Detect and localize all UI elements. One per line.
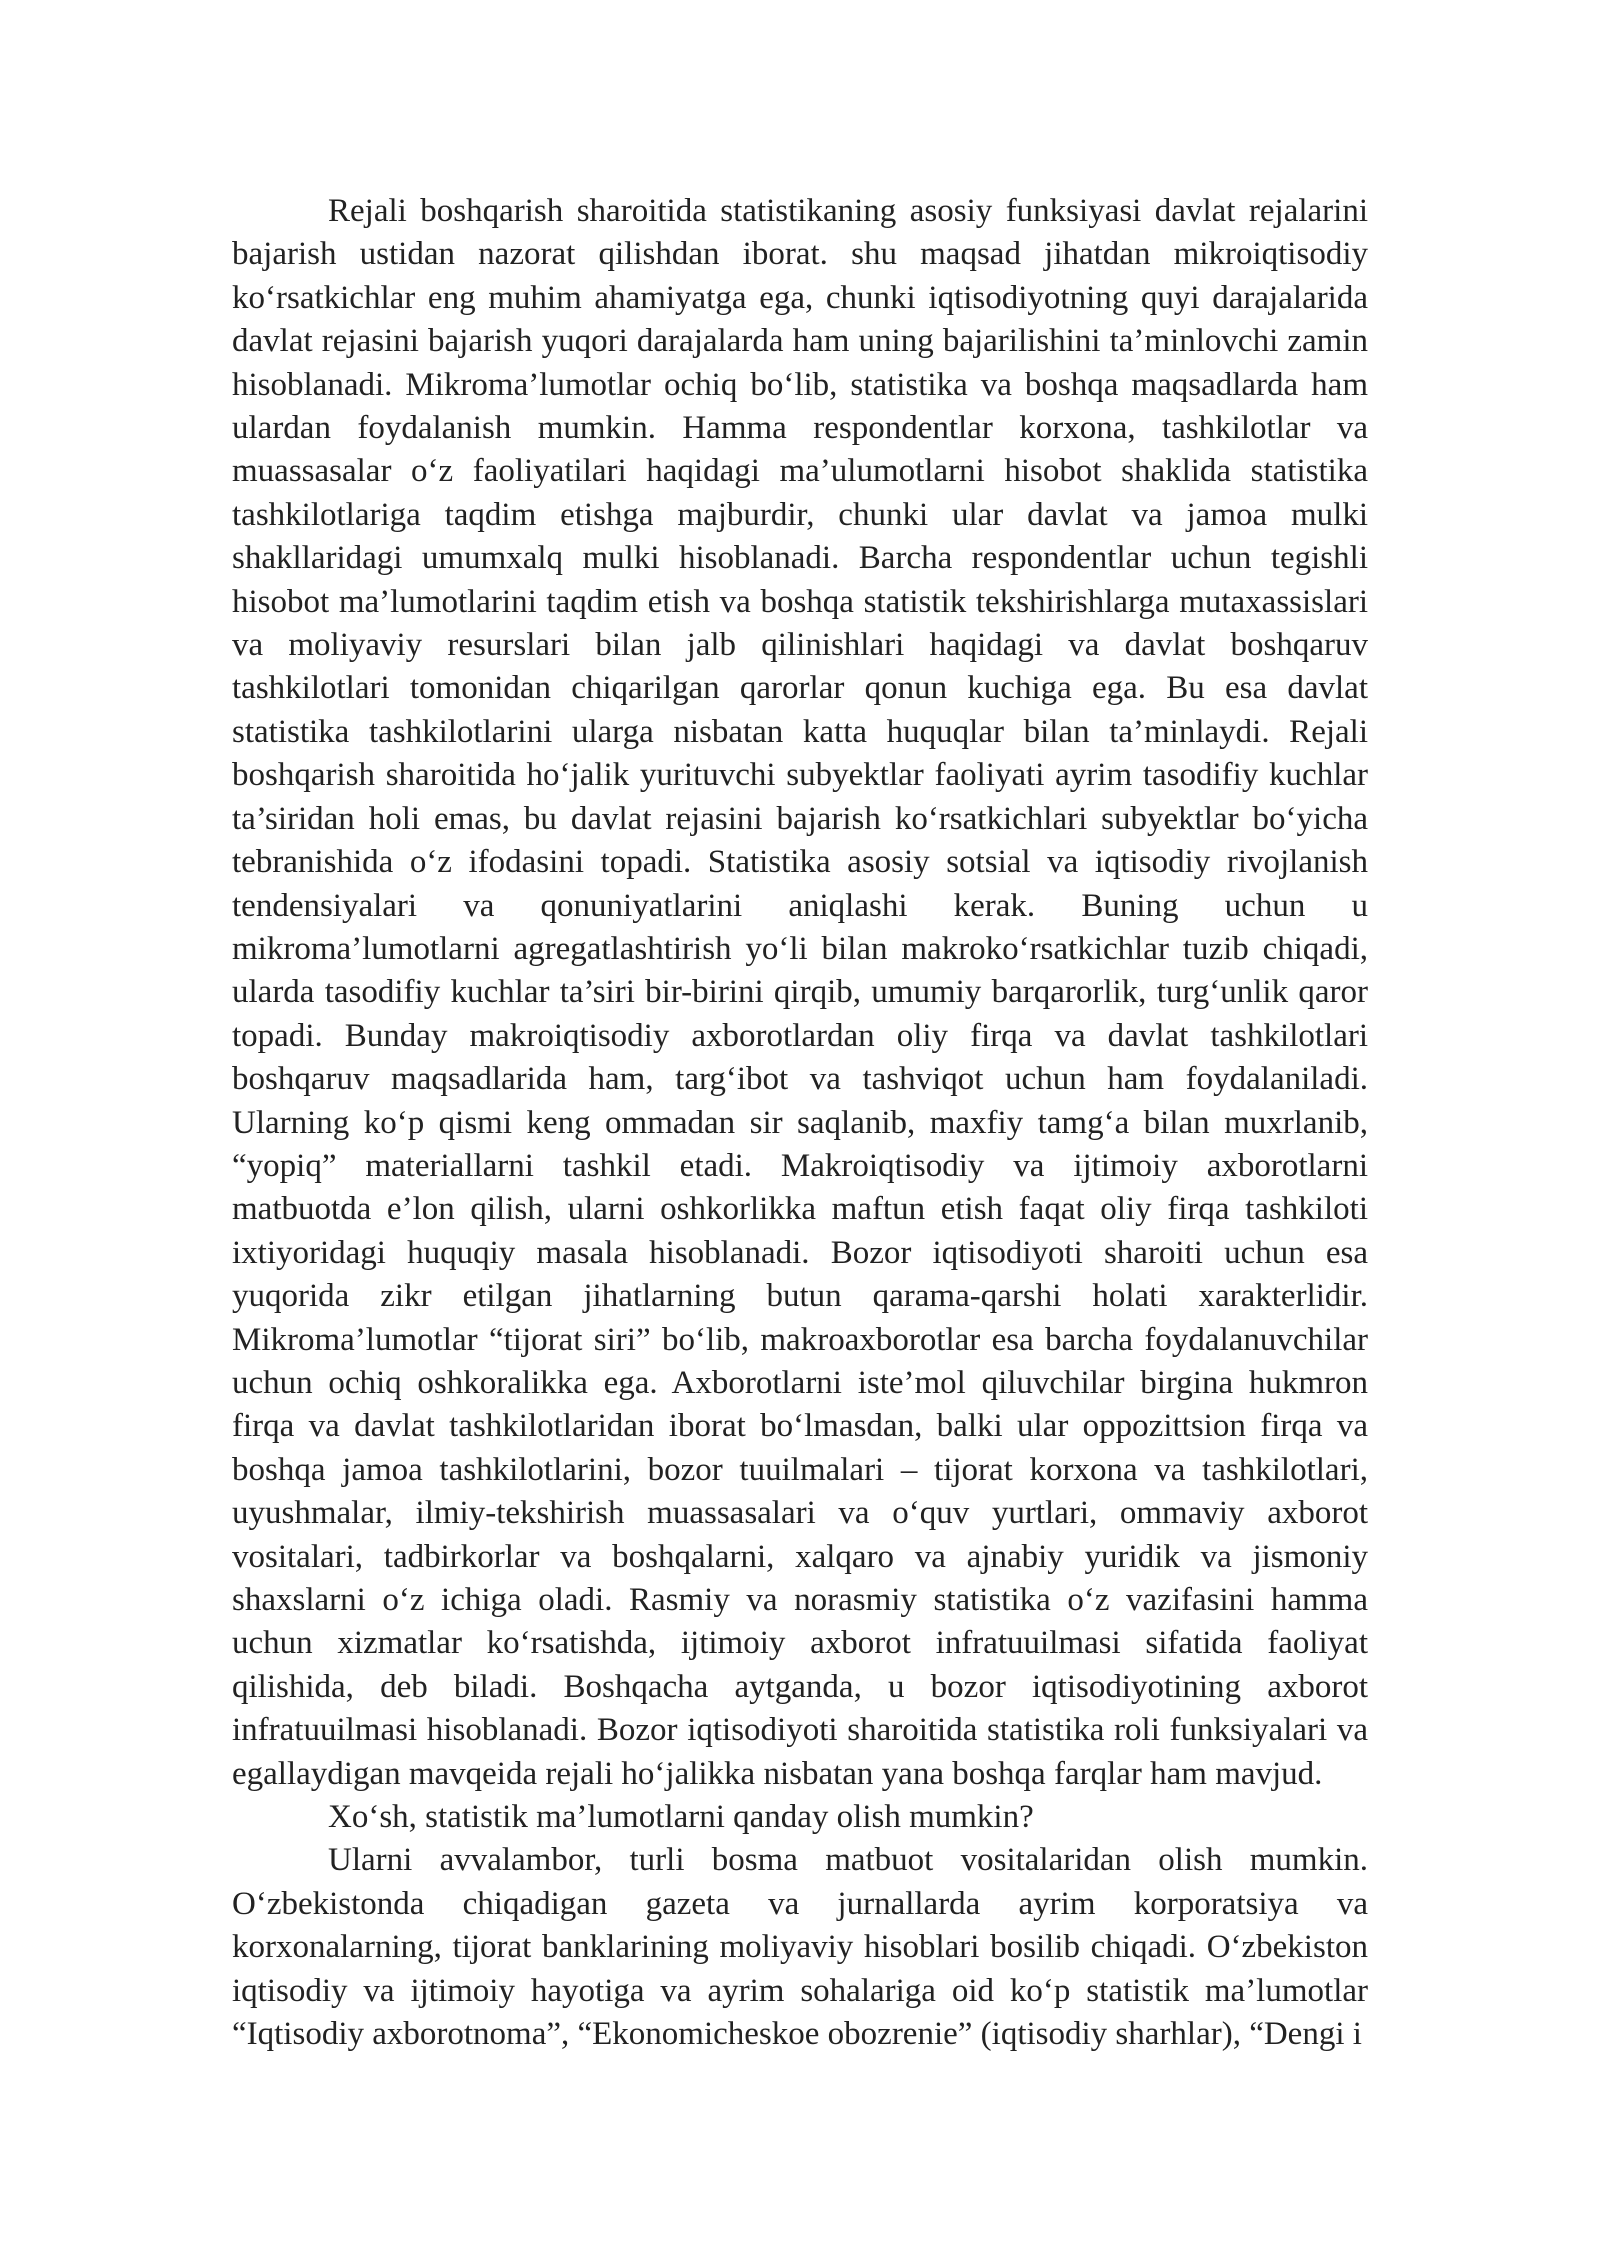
paragraph-question: Xo‘sh, statistik ma’lumotlarni qanday olish mumkin? [328,1799,1034,1836]
paragraph-planned-economy-statistics: Rejali boshqarish sharoitida statistikaning asosiy funksiyasi davlat rejalarini bajarish ustidan nazorat qilishdan iborat. shu maqsad jihatdan mikroiqtisodiy ko‘rsatkichlar eng muhim ahamiyatga ega, chunki iqtisodiyotning quyi darajalarida davlat rejasini bajarish yuqori darajalarda ham uning bajarilishini ta’minlovchi zamin hisoblanadi. Mikroma’lumotlar ochiq bo‘lib, statistika va boshqa maqsadlarda ham ulardan foydalanish mumkin. Hamma respondentlar korxona, tashkilotlar va muassasalar o‘z faoliyatilari haqidagi ma’ulumotlarni hisobot shaklida statistika tashkilotlariga taqdim etishga majburdir, chunki ular davlat va jamoa mulki shakllaridagi umumxalq mulki hisoblanadi. Barcha respondentlar uchun tegishli hisobot ma’lumotlarini taqdim etish va boshqa statistik tekshirishlarga mutaxassislari va moliyaviy resurslari bilan jalb qilinishlari haqidagi va davlat boshqaruv tashkilotlari tomonidan chiqarilgan qarorlar qonun kuchiga ega. Bu esa davlat statistika tashkilotlarini ularga nisbatan katta huquqlar bilan ta’minlaydi. Rejali boshqarish sharoitida ho‘jalik yurituvchi subyektlar faoliyati ayrim tasodifiy kuchlar ta’siridan holi emas, bu davlat rejasini bajarish ko‘rsatkichlari subyektlar bo‘yicha tebranishida o‘z ifodasini topadi. Statistika asosiy sotsial va iqtisodiy rivojlanish tendensiyalari va qonuniyatlarini aniqlashi kerak. Buning uchun u mikroma’lumotlarni agregatlashtirish yo‘li bilan makroko‘rsatkichlar tuzib chiqadi, ularda tasodifiy kuchlar ta’siri bir-birini qirqib, umumiy barqarorlik, turg‘unlik qaror topadi. Bunday makroiqtisodiy axborotlardan oliy firqa va davlat tashkilotlari boshqaruv maqsadlarida ham, targ‘ibot va tashviqot uchun ham foydalaniladi. Ularning ko‘p qismi keng ommadan sir saqlanib, maxfiy tamg‘a bilan muxrlanib, “yopiq” materiallarni tashkil etadi. Makroiqtisodiy va ijtimoiy axborotlarni matbuotda e’lon qilish, ularni oshkorlikka maftun etish faqat oliy firqa tashkiloti ixtiyoridagi huquqiy masala hisoblanadi. Bozor iqtisodiyoti sharoiti uchun esa yuqorida zikr etilgan jihatlarning butun qarama-qarshi holati xarakterlidir. Mikroma’lumotlar “tijorat siri” bo‘lib, makroaxborotlar esa barcha foydalanuvchilar uchun ochiq oshkoralikka ega. Axborotlarni iste’mol qiluvchilar birgina hukmron firqa va davlat tashkilotlaridan iborat bo‘lmasdan, balki ular oppozittsion firqa va boshqa jamoa tashkilotlarini, bozor tuuilmalari – tijorat korxona va tashkilotlari, uyushmalar, ilmiy-tekshirish muassasalari va o‘quv yurtlari, ommaviy axborot vositalari, tadbirkorlar va boshqalarni, xalqaro va ajnabiy yuridik va jismoniy shaxslarni o‘z ichiga oladi. Rasmiy va norasmiy statistika o‘z vazifasini hamma uchun xizmatlar ko‘rsatishda, ijtimoiy axborot infratuuilmasi sifatida faoliyat qilishida, deb biladi. Boshqacha aytganda, u bozor iqtisodiyotining axborot infratuuilmasi hisoblanadi. Bozor iqtisodiyoti sharoitida statistika roli funksiyalari va egallaydigan mavqeida rejali ho‘jalikka nisbatan yana boshqa farqlar ham mavjud. [232,193,1368,1792]
document-page [232,190,1368,2056]
paragraph-sources-of-statistics: Ularni avvalambor, turli bosma matbuot vositalaridan olish mumkin. O‘zbekistonda chiqadigan gazeta va jurnallarda ayrim korporatsiya va korxonalarning, tijorat banklarining moliyaviy hisoblari bosilib chiqadi. O‘zbekiston iqtisodiy va ijtimoiy hayotiga va ayrim sohalariga oid ko‘p statistik ma’lumotlar “Iqtisodiy axborotnoma”, “Ekonomicheskoe obozrenie” (iqtisodiy sharhlar), “Dengi i [232,1842,1368,2053]
